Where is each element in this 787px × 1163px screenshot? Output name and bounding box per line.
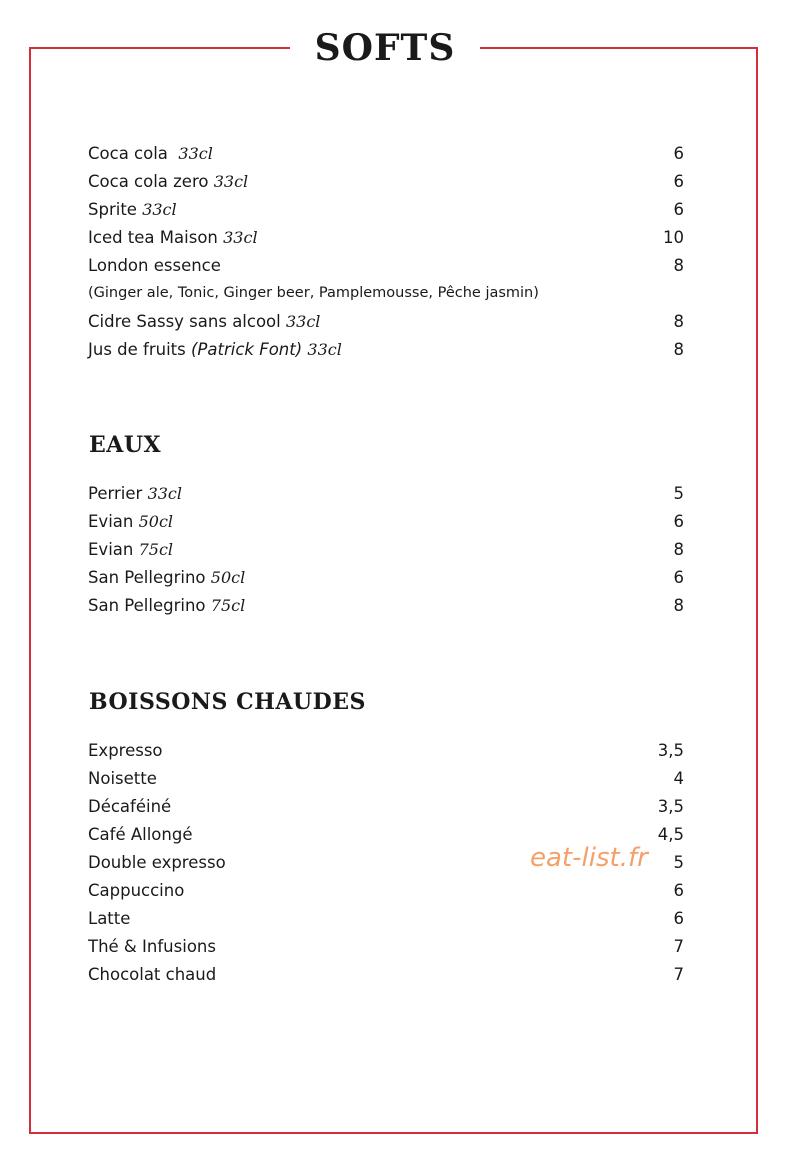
item-price: 8 <box>673 539 684 559</box>
item-name: Evian <box>88 539 134 559</box>
item-price: 5 <box>673 483 684 503</box>
item-name: Coca cola zero <box>88 171 209 191</box>
list-item <box>88 563 684 591</box>
item-price: 4 <box>673 768 684 788</box>
item-name: London essence <box>88 255 221 275</box>
item-name: Coca cola <box>88 143 168 163</box>
list-item <box>88 139 684 167</box>
item-name: Noisette <box>88 768 157 788</box>
item-volume: 33cl <box>178 143 213 163</box>
item-price: 6 <box>673 908 684 928</box>
item-name: Café Allongé <box>88 824 193 844</box>
item-brand: (Patrick Font) <box>191 339 303 359</box>
section-title-eaux: EAUX <box>89 432 162 458</box>
item-name: Latte <box>88 908 131 928</box>
item-price: 8 <box>673 595 684 615</box>
list-item <box>88 251 684 279</box>
list-item <box>88 223 684 251</box>
item-name: Iced tea Maison <box>88 227 218 247</box>
section-title-boissons-chaudes: BOISSONS CHAUDES <box>89 689 366 715</box>
list-item <box>88 335 684 363</box>
item-name: Cidre Sassy sans alcool <box>88 311 281 331</box>
item-name: Chocolat chaud <box>88 964 217 984</box>
list-item <box>88 764 684 792</box>
item-note-row <box>88 279 684 307</box>
watermark-text: eat-list.fr <box>530 843 648 873</box>
item-name: Thé & Infusions <box>88 936 216 956</box>
item-price: 3,5 <box>657 796 684 816</box>
list-item <box>88 307 684 335</box>
list-item <box>88 876 684 904</box>
list-item <box>88 736 684 764</box>
list-item <box>88 932 684 960</box>
item-volume: 75cl <box>210 595 246 615</box>
item-price: 6 <box>673 199 684 219</box>
item-price: 7 <box>673 964 684 984</box>
page-title: SOFTS <box>314 27 456 69</box>
item-name: Décaféiné <box>88 796 172 816</box>
list-item <box>88 591 684 619</box>
item-volume: 33cl <box>223 227 258 247</box>
item-price: 6 <box>673 567 684 587</box>
item-price: 7 <box>673 936 684 956</box>
item-note: (Ginger ale, Tonic, Ginger beer, Pamplemousse, Pêche jasmin) <box>88 285 539 301</box>
list-item <box>88 535 684 563</box>
item-volume: 50cl <box>210 567 246 587</box>
item-volume: 33cl <box>285 311 321 331</box>
item-volume: 33cl <box>307 339 342 359</box>
item-price: 6 <box>673 143 684 163</box>
item-name: Cappuccino <box>88 880 185 900</box>
list-item <box>88 507 684 535</box>
item-price: 8 <box>673 339 684 359</box>
item-price: 5 <box>673 852 684 872</box>
item-name: Perrier <box>88 483 143 503</box>
item-name: Expresso <box>88 740 163 760</box>
list-item <box>88 167 684 195</box>
item-volume: 33cl <box>147 483 182 503</box>
item-price: 6 <box>673 171 684 191</box>
item-name: Evian <box>88 511 134 531</box>
item-price: 8 <box>673 311 684 331</box>
list-item <box>88 195 684 223</box>
item-name: Double expresso <box>88 852 226 872</box>
list-item <box>88 960 684 988</box>
item-name: San Pellegrino <box>88 595 206 615</box>
item-name: Jus de fruits <box>88 339 186 359</box>
list-item <box>88 479 684 507</box>
item-price: 6 <box>673 511 684 531</box>
item-price: 3,5 <box>657 740 684 760</box>
eaux-list <box>88 479 684 619</box>
list-item <box>88 792 684 820</box>
title-wrap <box>290 22 480 74</box>
item-price: 4,5 <box>657 824 684 844</box>
item-volume: 33cl <box>142 199 177 219</box>
item-name: San Pellegrino <box>88 567 206 587</box>
item-price: 6 <box>673 880 684 900</box>
item-volume: 75cl <box>138 539 174 559</box>
softs-list <box>88 139 684 363</box>
item-price: 8 <box>673 255 684 275</box>
item-name: Sprite <box>88 199 137 219</box>
item-price: 10 <box>663 227 684 247</box>
item-volume: 33cl <box>213 171 249 191</box>
item-volume: 50cl <box>138 511 174 531</box>
list-item <box>88 904 684 932</box>
